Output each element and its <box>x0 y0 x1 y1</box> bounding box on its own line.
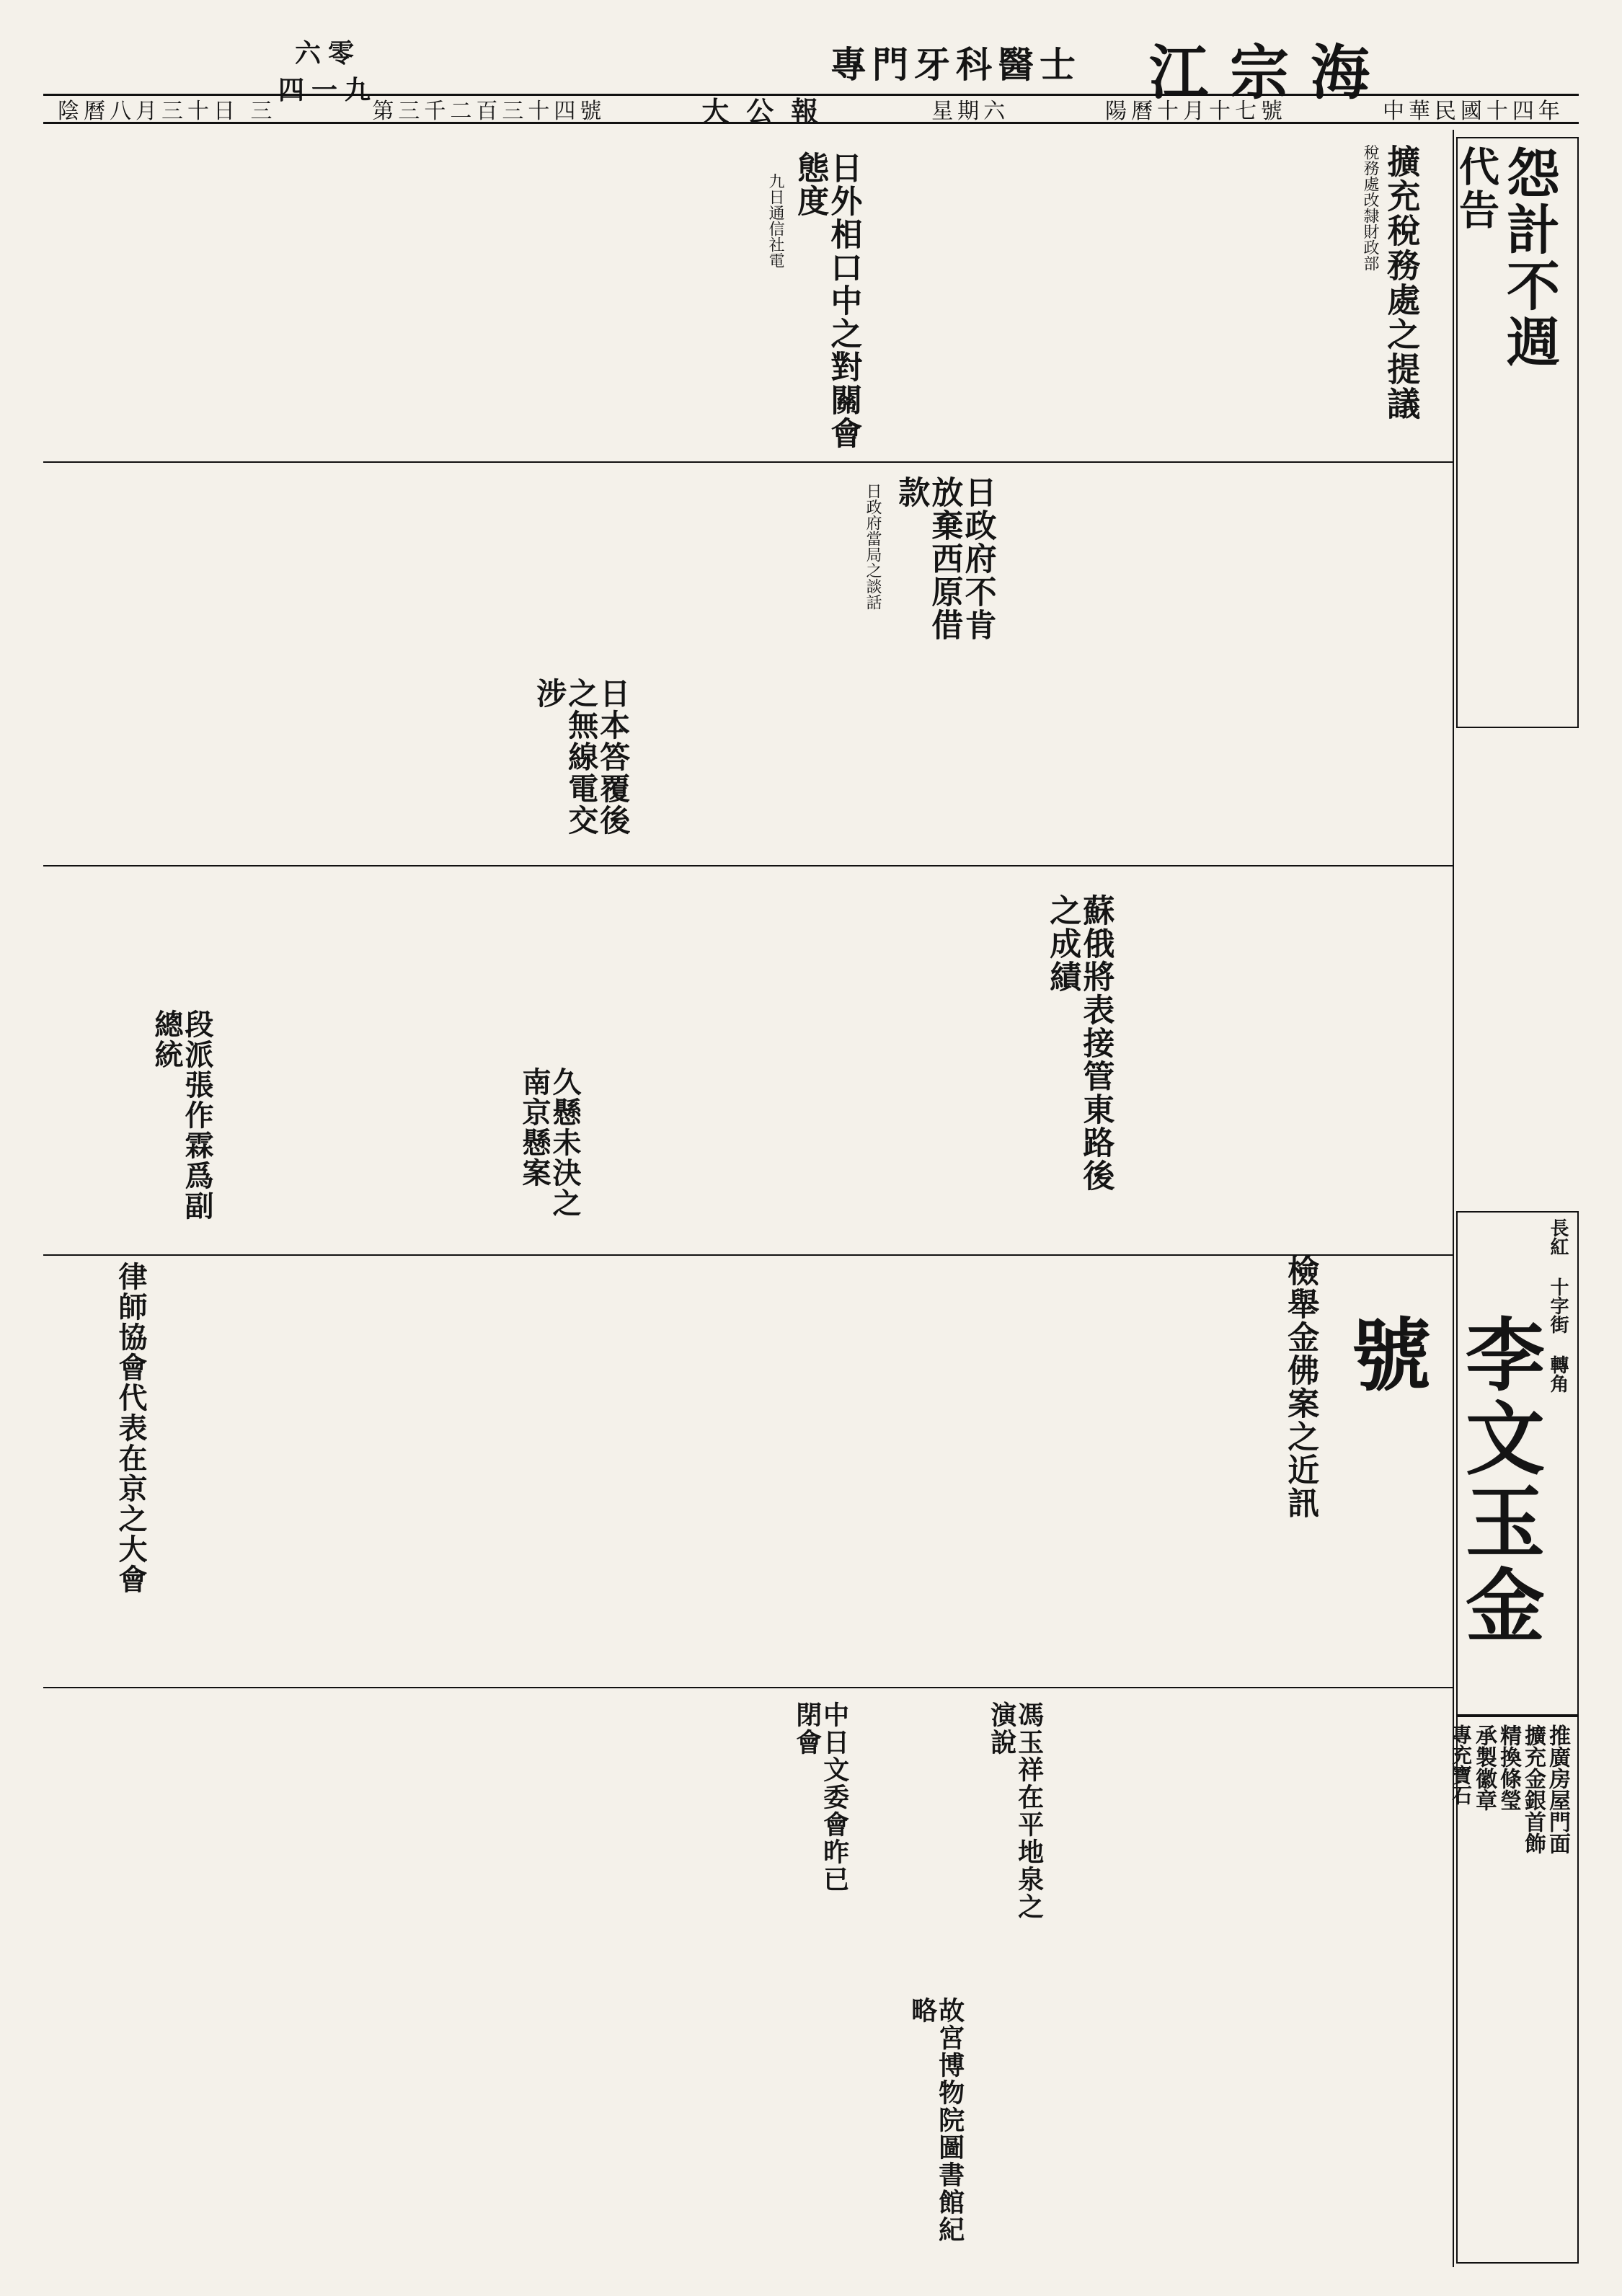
sub-tax: 稅務處改隸財政部 <box>1361 144 1379 271</box>
newspaper-page <box>43 29 1579 2267</box>
li-ad-tag: 長紅 十字街 轉角 <box>1547 1218 1569 1393</box>
headline-zhang: 馮玉祥在平地泉之演說 <box>986 1701 1045 1920</box>
headline-culture: 中日文委會昨已閉會 <box>792 1701 850 1893</box>
phone-ad-number: 四一九 <box>278 75 378 105</box>
section-rule-4 <box>43 1687 1453 1688</box>
headline-lawyers: 律師協會代表在京之大會 <box>114 1262 148 1595</box>
masthead-issue: 第三千二百三十四號 <box>372 99 606 124</box>
phone-ad-label: 六零 <box>294 38 361 68</box>
jiang-ad-sub: 專門牙科醫士 <box>830 43 1081 86</box>
li-ad-shop: 李文玉金號 <box>1339 1313 1546 1648</box>
masthead-date-mid: 陽曆十月十七號 <box>1105 99 1288 124</box>
jiang-ad-title: 江宗海 <box>1148 38 1391 107</box>
section-rule-1 <box>43 461 1453 463</box>
masthead-weekday: 星期六 <box>931 99 1010 124</box>
sub-japan: 九日通信社電 <box>766 173 784 268</box>
headline-museum: 故宮博物院圖書館紀略 <box>907 1997 965 2243</box>
right-ad-title-2: 代告 <box>1453 146 1500 232</box>
headline-japan: 日外相口中之對關會態度 <box>792 151 862 450</box>
section-rule-3 <box>43 1254 1453 1256</box>
masthead <box>43 94 1579 128</box>
service-line-2: 擴充金銀首飾 <box>1520 1724 1546 1854</box>
right-notice-ad <box>1453 137 1579 728</box>
right-ad-title-1: 怨計不週 <box>1498 146 1560 371</box>
sub-loan: 日政府當局之談話 <box>864 483 882 610</box>
headline-loan: 日政府不肯放棄西原借款 <box>892 476 996 642</box>
service-line-1: 推廣房屋門面 <box>1545 1724 1570 1854</box>
headline-nanjing: 久懸未決之南京懸案 <box>518 1067 582 1218</box>
service-line-3: 精換條瑩 <box>1496 1724 1521 1811</box>
headline-duan: 段派張作霖爲副總統 <box>150 1009 214 1221</box>
li-wenyu-jewelry-ad <box>1339 1211 1579 1716</box>
jewelry-services-ad <box>1449 1716 1579 2264</box>
masthead-date-left: 中華民國十四年 <box>1382 99 1564 124</box>
phone-ad <box>267 33 389 105</box>
ad-column-rule <box>1453 130 1454 2267</box>
masthead-date-right: 陰曆八月三十日 三 <box>58 99 277 124</box>
headline-jin-fo: 檢舉金佛案之近訊 <box>1282 1254 1319 1520</box>
headline-tianjin: 蘇俄將表接管東路後之成績 <box>1044 894 1114 1192</box>
service-line-5: 專充寶石 <box>1449 1724 1473 1805</box>
headline-tax: 擴充稅務處之提議 <box>1382 144 1422 421</box>
jiang-dental-ad <box>505 29 1391 107</box>
service-line-4: 承製徽章 <box>1471 1724 1497 1811</box>
section-rule-2 <box>43 865 1453 866</box>
masthead-paper-name: 大公報 <box>701 94 836 128</box>
headline-sino-jp: 日本答覆後之無線電交涉 <box>532 678 631 836</box>
